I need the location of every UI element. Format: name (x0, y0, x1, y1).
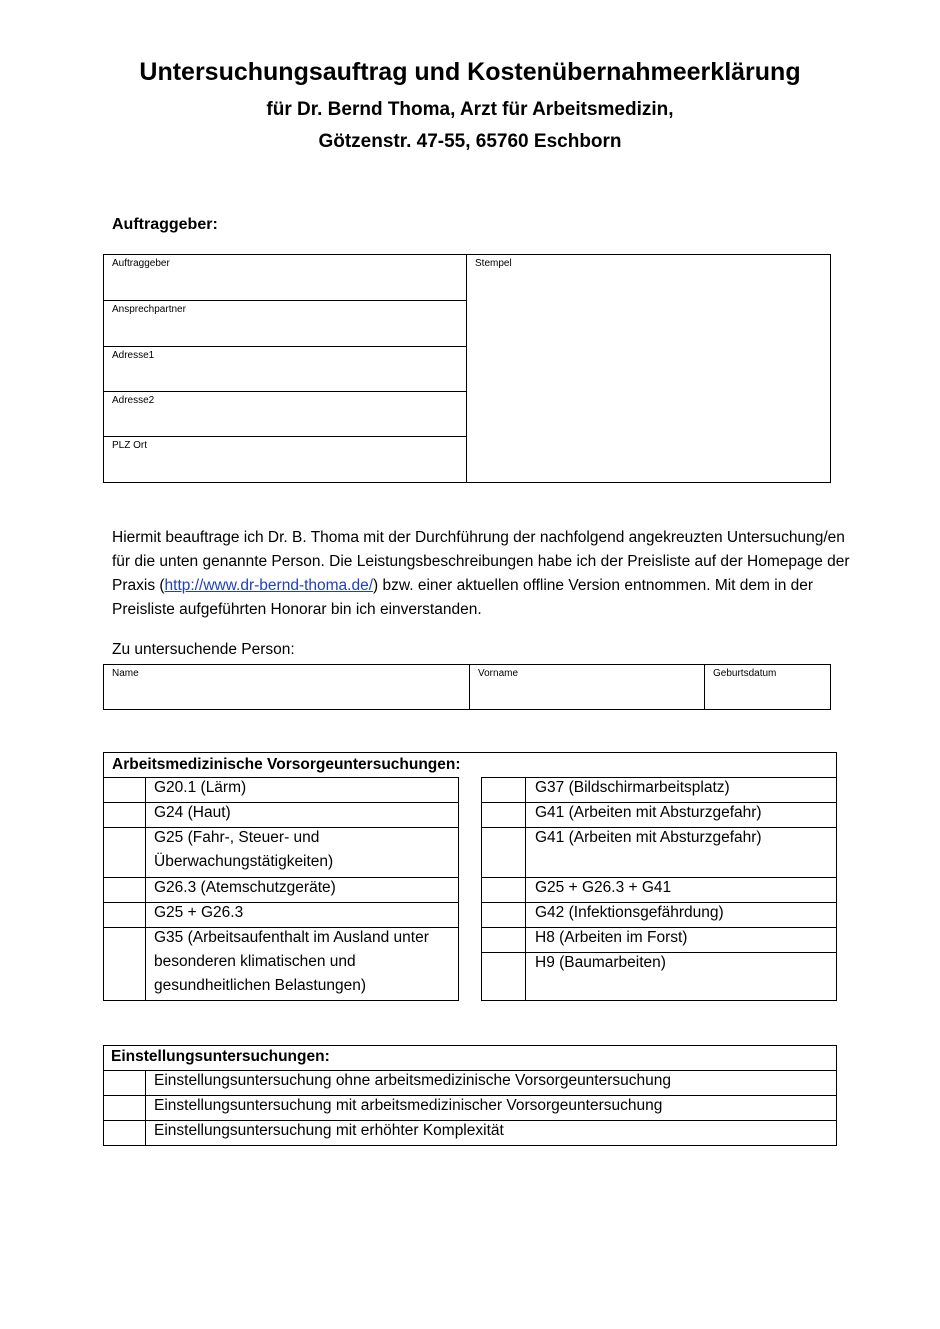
exam-item-label: G20.1 (Lärm) (154, 779, 247, 796)
client-field-label: Adresse1 (112, 350, 155, 361)
person-field-label: Geburtsdatum (713, 668, 777, 679)
client-table (103, 254, 831, 483)
exam-item-label: G25 + G26.3 (154, 904, 244, 921)
client-field-label: PLZ Ort (112, 440, 148, 451)
client-field-adresse1[interactable] (104, 346, 467, 392)
einstellung-item-label: Einstellungsuntersuchung ohne arbeitsmedizinische Vorsorgeuntersuchung (154, 1072, 671, 1089)
einstellung-item-label: Einstellungsuntersuchung mit erhöhter Komplexität (154, 1122, 504, 1139)
document-subtitle-line2: Götzenstr. 47-55, 65760 Eschborn (318, 131, 622, 152)
client-field-ansprechpartner[interactable] (104, 300, 467, 346)
exam-item-label: G41 (Arbeiten mit Absturzgefahr) (535, 829, 762, 846)
intro-text-end: ) bzw. einer aktuellen offline Version entnommen. Mit dem in der Preisliste aufgeführten Honorar bin ich einverstanden. (112, 577, 814, 618)
homepage-link[interactable]: http://www.dr-bernd-thoma.de/ (164, 577, 374, 594)
stamp-field[interactable] (467, 255, 830, 482)
intro-paragraph (112, 526, 852, 622)
client-field-auftraggeber[interactable] (104, 255, 467, 301)
einstellung-item-label: Einstellungsuntersuchung mit arbeitsmedizinischer Vorsorgeuntersuchung (154, 1097, 663, 1114)
checkbox-left-1[interactable] (104, 803, 145, 827)
person-field-label: Vorname (478, 668, 519, 679)
client-section-heading: Auftraggeber: (112, 216, 218, 233)
vorsorge-heading: Arbeitsmedizinische Vorsorgeuntersuchungen: (112, 756, 461, 773)
stamp-label: Stempel (475, 258, 512, 269)
checkbox-right-4[interactable] (482, 903, 525, 927)
checkbox-left-2[interactable] (104, 828, 145, 877)
checkbox-right-6[interactable] (482, 953, 525, 1000)
exam-item-label: G37 (Bildschirmarbeitsplatz) (535, 779, 730, 796)
exam-item-label: H9 (Baumarbeiten) (535, 954, 666, 971)
checkbox-left-5[interactable] (104, 928, 145, 1000)
checkbox-right-5[interactable] (482, 928, 525, 952)
checkbox-einstellung-2[interactable] (104, 1121, 145, 1145)
person-section-heading: Zu untersuchende Person: (112, 641, 295, 658)
intro-text: Hiermit beauftrage ich Dr. B. Thoma mit der Durchführung der nachfolgend angekreuzten Untersuchung/en für die unten genannte Person. Die Leistungsbeschreibungen habe ich der Preisliste auf der Homepage der Praxis ( (112, 529, 850, 594)
checkbox-left-0[interactable] (104, 778, 145, 802)
exam-item-label: G25 (Fahr-, Steuer- und Überwachungstätigkeiten) (154, 829, 334, 870)
exam-item-label: G35 (Arbeitsaufenthalt im Ausland unter besonderen klimatischen und gesundheitlichen Belastungen) (154, 929, 429, 994)
vorsorge-header (103, 752, 837, 778)
checkbox-einstellung-1[interactable] (104, 1096, 145, 1120)
exam-item-label: G24 (Haut) (154, 804, 231, 821)
checkbox-left-4[interactable] (104, 903, 145, 927)
client-field-plz-ort[interactable] (104, 436, 467, 482)
document-title: Untersuchungsauftrag und Kostenübernahmeerklärung (139, 58, 801, 86)
checkbox-right-3[interactable] (482, 878, 525, 902)
exam-item-label: G26.3 (Atemschutzgeräte) (154, 879, 336, 896)
checkbox-right-1[interactable] (482, 803, 525, 827)
exam-item-label: G25 + G26.3 + G41 (535, 879, 672, 896)
exam-item-label: G42 (Infektionsgefährdung) (535, 904, 724, 921)
person-field-name[interactable] (104, 665, 470, 709)
person-table (103, 664, 831, 710)
document-subtitle-line1: für Dr. Bernd Thoma, Arzt für Arbeitsmedizin, (266, 99, 674, 120)
person-field-vorname[interactable] (470, 665, 705, 709)
einstellung-heading: Einstellungsuntersuchungen: (111, 1048, 330, 1065)
person-field-label: Name (112, 668, 139, 679)
checkbox-einstellung-0[interactable] (104, 1071, 145, 1095)
einstellung-table (103, 1045, 837, 1146)
checkbox-right-0[interactable] (482, 778, 525, 802)
person-field-geburtsdatum[interactable] (705, 665, 830, 709)
client-field-label: Ansprechpartner (112, 304, 186, 315)
exam-item-label: H8 (Arbeiten im Forst) (535, 929, 688, 946)
client-field-label: Adresse2 (112, 395, 155, 406)
client-field-label: Auftraggeber (112, 258, 170, 269)
vorsorge-table (103, 752, 837, 1001)
exam-item-label: G41 (Arbeiten mit Absturzgefahr) (535, 804, 762, 821)
checkbox-right-2[interactable] (482, 828, 525, 877)
checkbox-left-3[interactable] (104, 878, 145, 902)
client-field-adresse2[interactable] (104, 391, 467, 437)
